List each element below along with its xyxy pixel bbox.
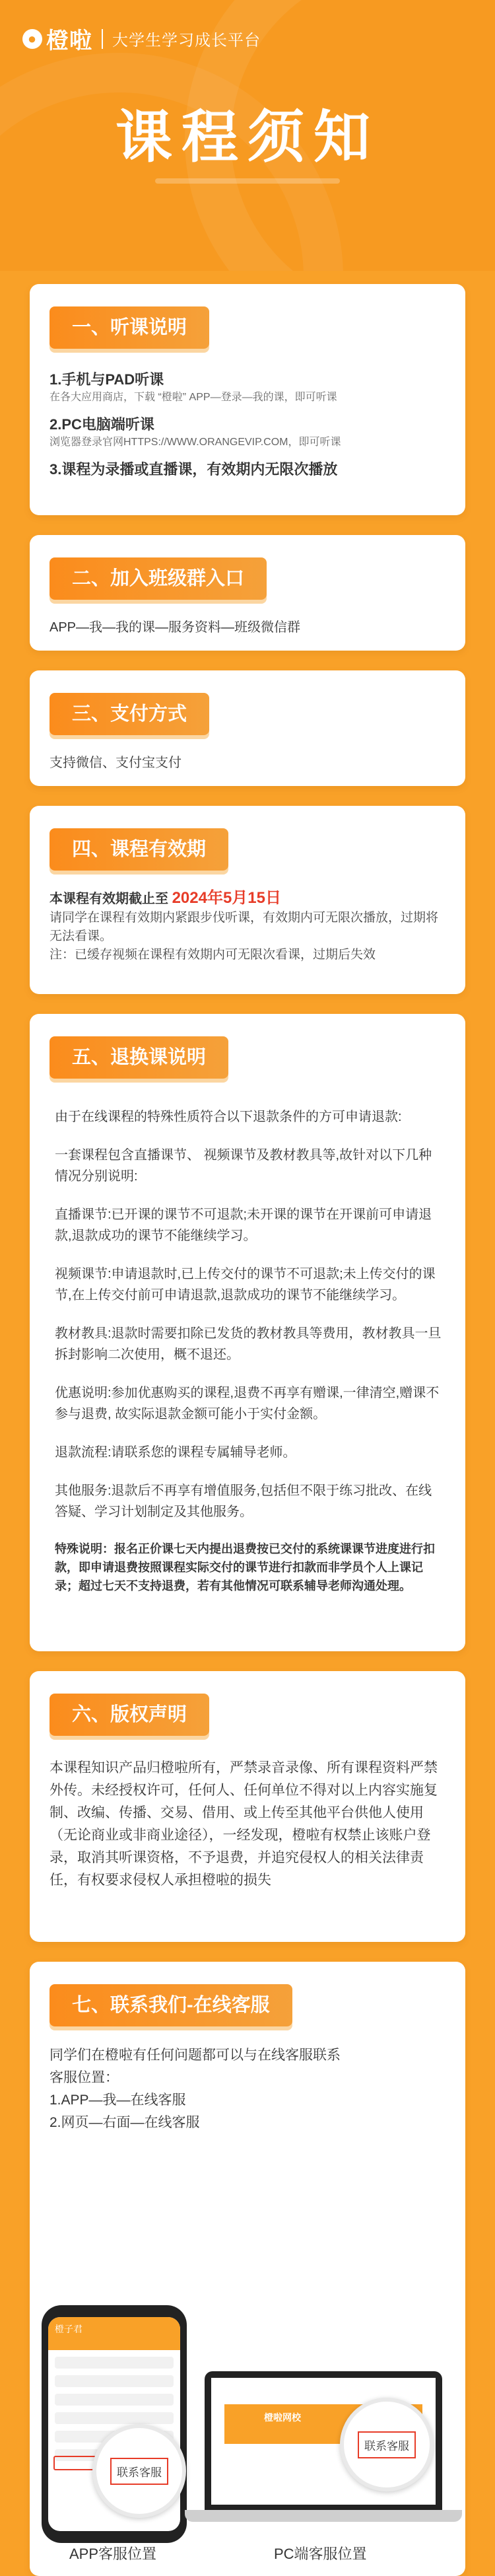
deadline-line (50, 888, 446, 909)
item-title: 3.课程为录播或直播课，有效期内无限次播放 (50, 461, 338, 478)
refund-paragraph: 教材教具:退款时需要扣除已发货的教材教具等费用，教材教具一旦拆封影响二次使用，概不退还。 (55, 1326, 442, 1362)
deadline-prefix: 本课程有效期截止至 (50, 892, 172, 906)
section-class-group (30, 535, 465, 651)
title-underline (155, 178, 340, 184)
pc-caption: PC端客服位置 (274, 2546, 367, 2562)
copyright-text: 本课程知识产品归橙啦所有，严禁录音录像、所有课程资料严禁外传。未经授权许可，任何人、任何单位不得对以上内容实施复制、改编、传播、交易、借用、或上传至其他平台供他人使用（无论商业或非商业途径），一经发现，橙啦有权禁止该账户登录，取消其听课资格，不予退费，并追究侵权人的相关法律责任，有权要求侵权人承担橙啦的损失 (50, 1760, 438, 1888)
orange-icon: ● (22, 29, 42, 49)
refund-special-note: 特殊说明：报名正价课七天内提出退费按已交付的系统课课节进度进行扣款，即申请退费按照课程实际交付的课节进行扣款而非学员个人上课记录；超过七天不支持退费，若有其他情况可联系辅导老师沟通处理。 (55, 1542, 435, 1592)
brand (22, 22, 261, 55)
section-body (55, 1106, 443, 1612)
contact-text: 客服位置： (50, 2070, 119, 2085)
customer-service-button[interactable]: 联系客服 (358, 2431, 416, 2458)
section-contact (30, 1962, 465, 2576)
refund-paragraph: 直播课节:已开课的课节不可退款;未开课的课节在开课前可申请退款,退款成功的课节不能继续学习。 (55, 1207, 432, 1243)
section-title: 六、版权声明 (50, 1694, 209, 1736)
section-validity (30, 806, 465, 994)
phone-username: 橙子君 (55, 2324, 82, 2334)
validity-note: 注：已缓存视频在课程有效期内可无限次看课，过期后失效 (50, 948, 376, 962)
contact-item: 1.APP—我—在线客服 (50, 2093, 186, 2108)
refund-paragraph: 由于在线课程的特殊性质符合以下退款条件的方可申请退款: (55, 1110, 402, 1124)
section-title: 七、联系我们-在线客服 (50, 1984, 292, 2026)
section-title: 四、课程有效期 (50, 828, 228, 871)
section-copyright (30, 1671, 465, 1942)
section-body (50, 888, 446, 964)
section-title: 二、加入班级群入口 (50, 557, 267, 600)
customer-service-button[interactable]: 联系客服 (110, 2458, 168, 2485)
section-refund (30, 1014, 465, 1651)
item-desc: 在各大应用商店，下载 “橙啦” APP—登录—我的课，即可听课 (50, 392, 337, 403)
pc-zoom-callout (340, 2398, 434, 2491)
item-title: 2.PC电脑端听课 (50, 416, 154, 433)
app-caption: APP客服位置 (69, 2546, 157, 2562)
validity-desc: 请同学在课程有效期内紧跟步伐听课，有效期内可无限次播放，过期将无法看课。 (50, 911, 439, 943)
refund-paragraph: 优惠说明:参加优惠购买的课程,退费不再享有赠课,一律清空,赠课不参与退费, 故实际退款金额可能小于实付金额。 (55, 1386, 440, 1421)
deadline-date: 2024年5月15日 (172, 889, 281, 907)
refund-paragraph: 视频课节:申请退款时,已上传交付的课节不可退款;未上传交付的课节,在上传交付前可申请退款,退款成功的课节不能继续学习。 (55, 1267, 436, 1303)
section-payment (30, 670, 465, 786)
phone-zoom-callout (92, 2424, 186, 2518)
section-body (50, 2044, 446, 2134)
placeholder-row (55, 2375, 174, 2387)
brand-subtitle: 大学生学习成长平台 (112, 32, 261, 50)
brand-logo[interactable] (22, 22, 92, 55)
phone-header (48, 2317, 180, 2350)
placeholder-row (55, 2357, 174, 2369)
laptop-banner-text: 橙啦网校 (264, 2412, 301, 2423)
section-body (50, 370, 446, 480)
item-desc: 浏览器登录官网HTTPS://WWW.ORANGEVIP.COM，即可听课 (50, 437, 341, 448)
section-title: 三、支付方式 (50, 693, 209, 735)
refund-paragraph: 一套课程包含直播课节、 视频课节及教材教具等,故针对以下几种情况分别说明: (55, 1148, 432, 1184)
brand-logo-text: 橙啦 (46, 28, 92, 54)
contact-text: 同学们在橙啦有任何问题都可以与在线客服联系 (50, 2048, 341, 2063)
section-title: 五、退换课说明 (50, 1036, 228, 1079)
page-title: 课程须知 (116, 106, 380, 169)
item-title: 1.手机与PAD听课 (50, 371, 164, 388)
placeholder-row (55, 2412, 174, 2424)
section-text: APP—我—我的课—服务资料—班级微信群 (50, 620, 301, 635)
hero-header (0, 0, 495, 271)
placeholder-row (55, 2394, 174, 2406)
refund-paragraph: 退款流程:请联系您的课程专属辅导老师。 (55, 1445, 296, 1460)
contact-item: 2.网页—右面—在线客服 (50, 2115, 200, 2130)
brand-divider (102, 29, 103, 49)
section-text: 支持微信、支付宝支付 (50, 756, 182, 770)
laptop-base (185, 2510, 462, 2522)
section-title: 一、听课说明 (50, 306, 209, 349)
section-listening (30, 284, 465, 515)
refund-paragraph: 其他服务:退款后不再享有增值服务,包括但不限于练习批改、在线答疑、学习计划制定及其他服务。 (55, 1484, 432, 1519)
